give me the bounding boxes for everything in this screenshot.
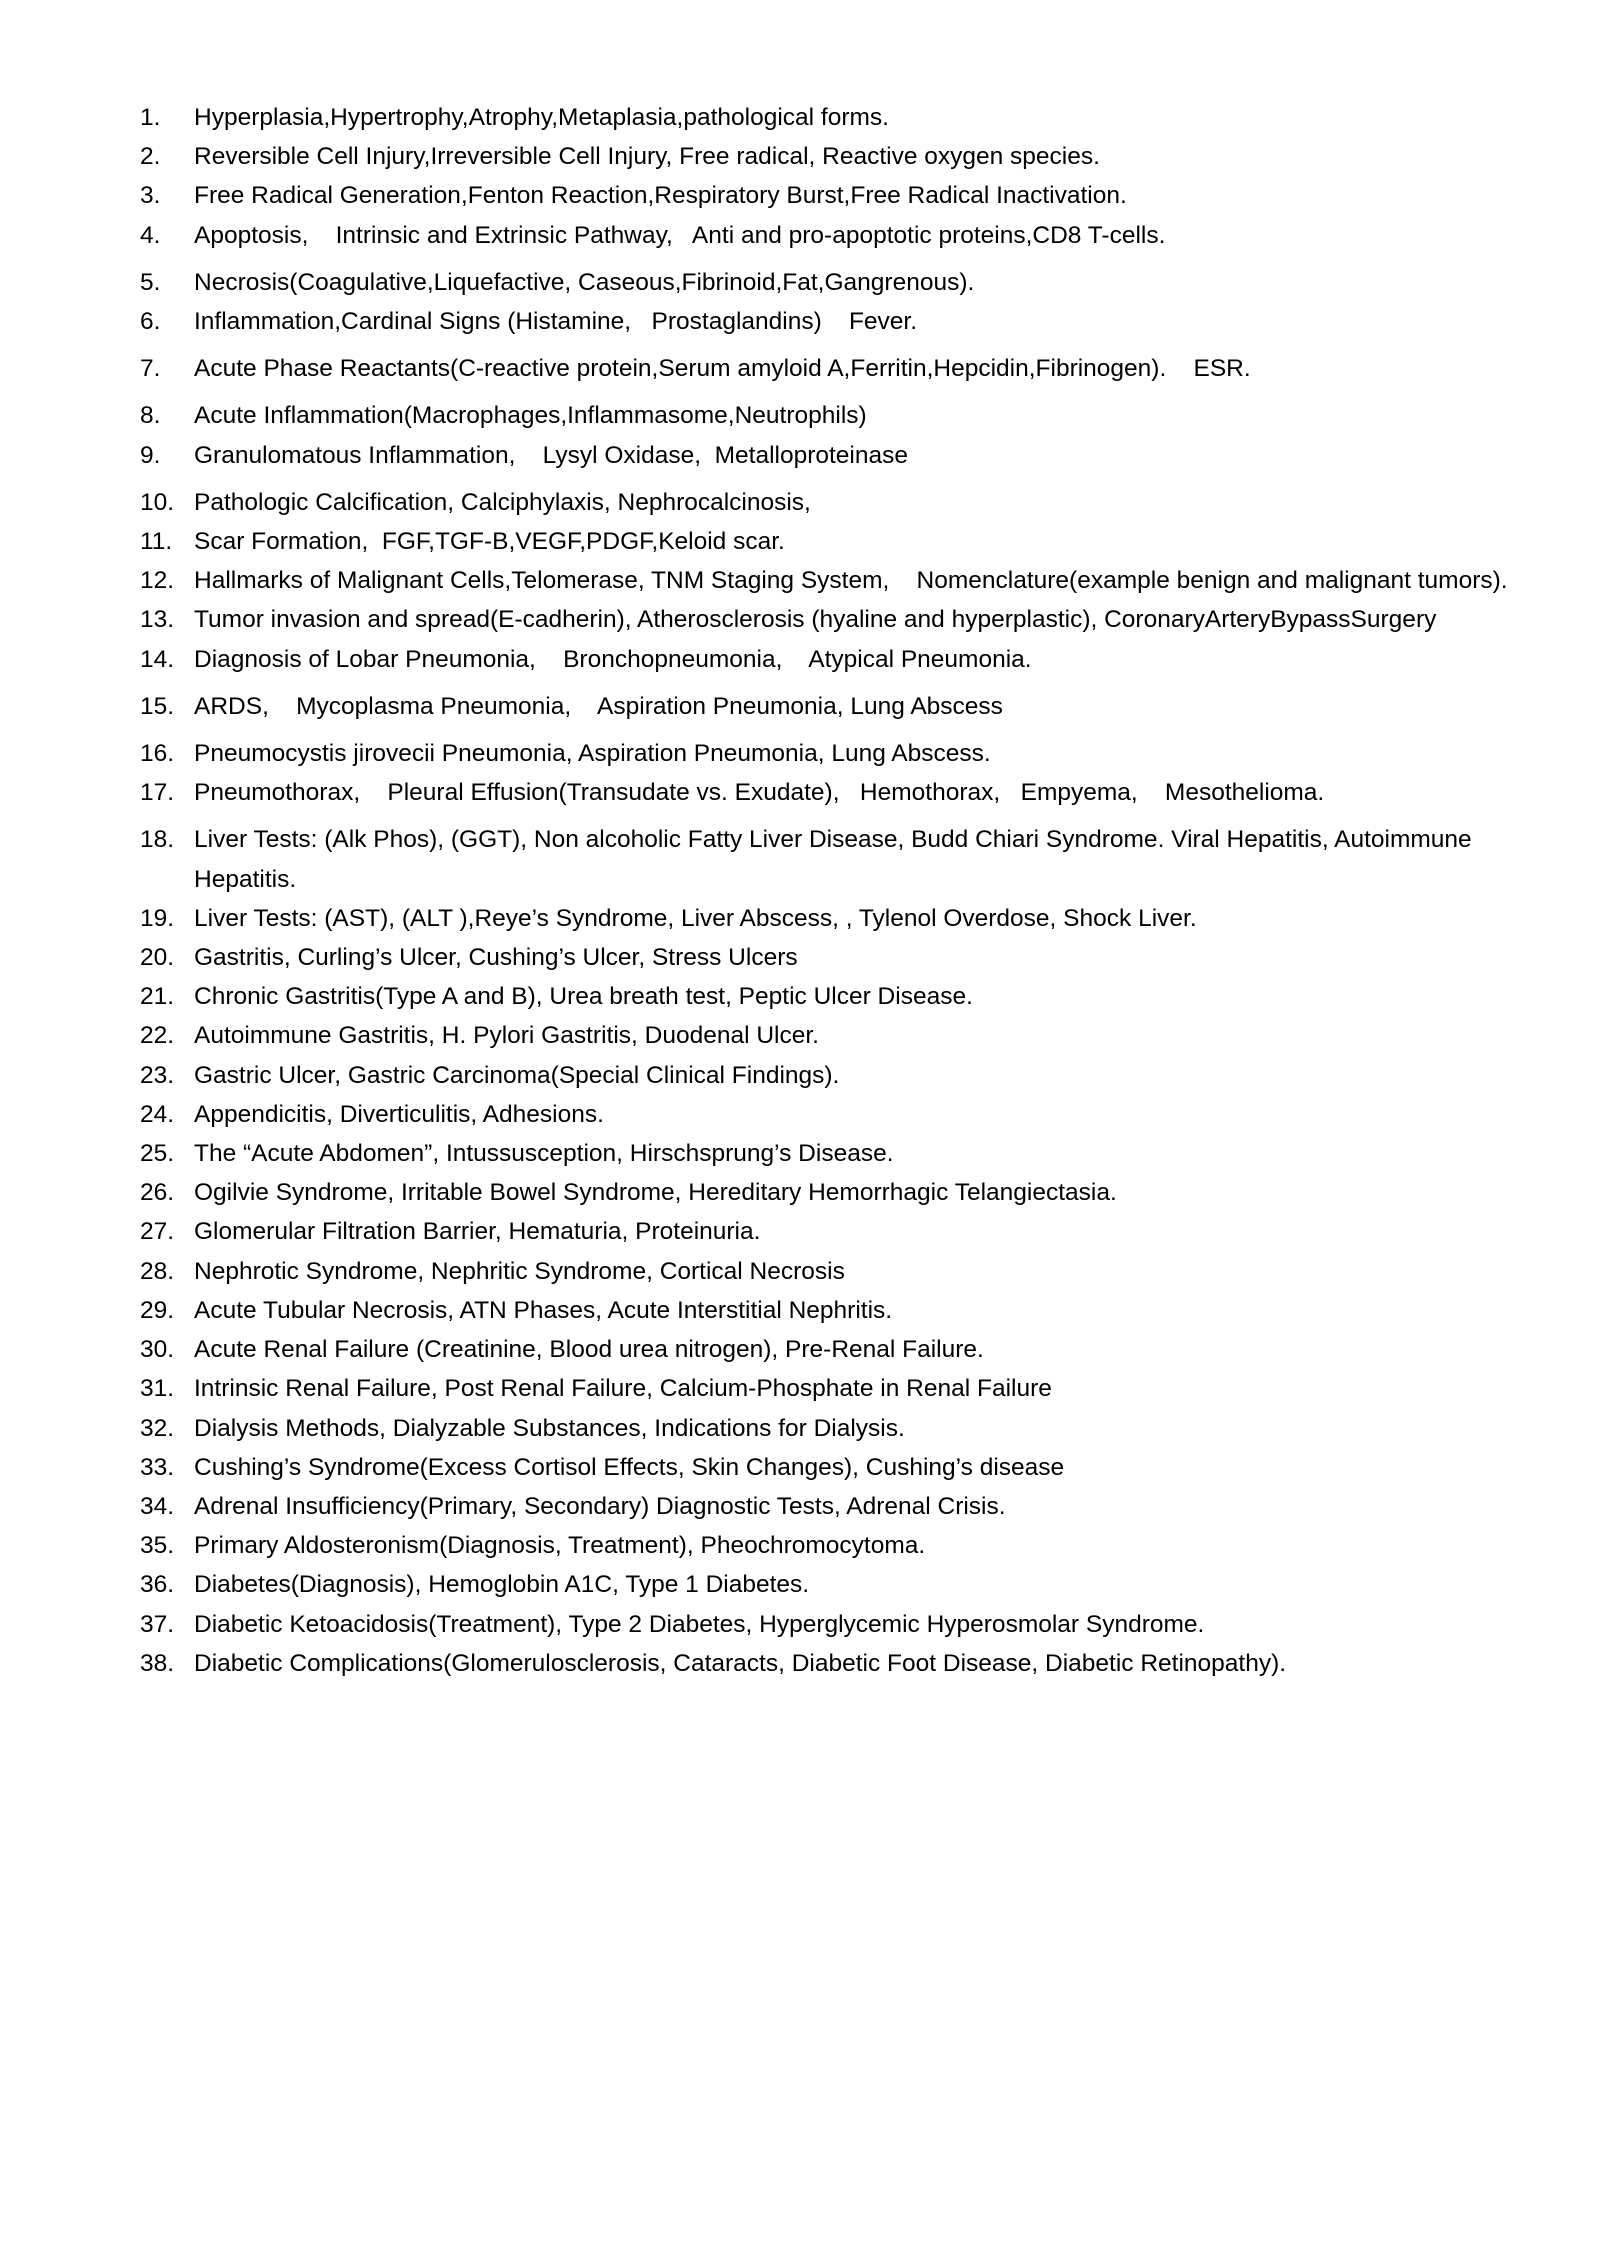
- list-item-number: 29.: [140, 1296, 175, 1324]
- list-item-text: Dialysis Methods, Dialyzable Substances, Indications for Dialysis.: [194, 1414, 905, 1442]
- list-item: [140, 1056, 1540, 1095]
- list-item-number: 24.: [140, 1100, 175, 1128]
- list-item-number: 38.: [140, 1649, 175, 1677]
- list-item-number: 12.: [140, 567, 175, 595]
- list-item-number: 30.: [140, 1336, 175, 1364]
- list-item: [140, 687, 1540, 726]
- list-item-text: Reversible Cell Injury,Irreversible Cell Injury, Free radical, Reactive oxygen species.: [194, 143, 1100, 171]
- list-item: [140, 1330, 1540, 1369]
- list-item-text: Hallmarks of Malignant Cells,Telomerase, TNM Staging System, Nomenclature(example benign and malignant tumors).: [194, 567, 1508, 595]
- list-item: [140, 734, 1540, 773]
- list-item-text: Diabetic Ketoacidosis(Treatment), Type 2 Diabetes, Hyperglycemic Hyperosmolar Syndrome.: [194, 1610, 1205, 1638]
- list-item-text: Acute Inflammation(Macrophages,Inflammasome,Neutrophils): [194, 402, 867, 430]
- list-item: [140, 899, 1540, 938]
- list-item-number: 19.: [140, 904, 175, 932]
- list-item-text: Diagnosis of Lobar Pneumonia, Bronchopneumonia, Atypical Pneumonia.: [194, 645, 1032, 673]
- list-item: [140, 1291, 1540, 1330]
- list-item: [140, 436, 1540, 475]
- list-item-text: Adrenal Insufficiency(Primary, Secondary) Diagnostic Tests, Adrenal Crisis.: [194, 1492, 1006, 1520]
- list-item-number: 33.: [140, 1453, 175, 1481]
- list-item: [140, 600, 1540, 639]
- list-item: [140, 1644, 1540, 1683]
- list-item: [140, 137, 1540, 176]
- list-item-text: Autoimmune Gastritis, H. Pylori Gastritis, Duodenal Ulcer.: [194, 1022, 819, 1050]
- list-item-text: Cushing’s Syndrome(Excess Cortisol Effects, Skin Changes), Cushing’s disease: [194, 1453, 1065, 1481]
- list-item: [140, 1409, 1540, 1448]
- list-item-text: Liver Tests: (Alk Phos), (GGT), Non alcoholic Fatty Liver Disease, Budd Chiari Syndrome. Viral Hepatitis, Autoimmune Hepatitis.: [194, 826, 1479, 893]
- list-item-text: Hyperplasia,Hypertrophy,Atrophy,Metaplasia,pathological forms.: [194, 104, 889, 131]
- list-item: [140, 1252, 1540, 1291]
- list-item: [140, 396, 1540, 435]
- list-item-text: Inflammation,Cardinal Signs (Histamine, Prostaglandins) Fever.: [194, 308, 918, 336]
- list-item: [140, 1173, 1540, 1212]
- list-item-number: 8.: [140, 402, 161, 430]
- list-item-number: 36.: [140, 1571, 175, 1599]
- list-item-number: 31.: [140, 1375, 175, 1403]
- list-item-text: Diabetes(Diagnosis), Hemoglobin A1C, Type 1 Diabetes.: [194, 1571, 810, 1599]
- list-item-number: 7.: [140, 355, 161, 383]
- list-item-number: 35.: [140, 1532, 175, 1560]
- list-item: [140, 640, 1540, 679]
- list-item-number: 15.: [140, 692, 175, 720]
- list-item-number: 17.: [140, 779, 175, 807]
- list-item-text: Free Radical Generation,Fenton Reaction,Respiratory Burst,Free Radical Inactivation.: [194, 182, 1127, 210]
- list-item-number: 22.: [140, 1022, 175, 1050]
- list-item-text: Glomerular Filtration Barrier, Hematuria, Proteinuria.: [194, 1218, 761, 1246]
- list-item-text: Intrinsic Renal Failure, Post Renal Failure, Calcium-Phosphate in Renal Failure: [194, 1375, 1052, 1403]
- list-item-text: Tumor invasion and spread(E-cadherin), Atherosclerosis (hyaline and hyperplastic), CoronaryArteryBypassSurgery: [194, 606, 1437, 634]
- list-item: [140, 1212, 1540, 1251]
- list-item: [140, 1369, 1540, 1408]
- list-item-number: 6.: [140, 308, 161, 336]
- list-item-number: 16.: [140, 740, 175, 768]
- list-item-text: Gastric Ulcer, Gastric Carcinoma(Special Clinical Findings).: [194, 1061, 840, 1089]
- list-item: [140, 349, 1540, 388]
- list-item: [140, 302, 1540, 341]
- list-item-text: The “Acute Abdomen”, Intussusception, Hirschsprung’s Disease.: [194, 1140, 894, 1168]
- list-item-number: 11.: [140, 528, 173, 556]
- list-item-number: 20.: [140, 944, 175, 972]
- list-item: [140, 1448, 1540, 1487]
- list-item: [140, 1487, 1540, 1526]
- list-item-text: ARDS, Mycoplasma Pneumonia, Aspiration Pneumonia, Lung Abscess: [194, 692, 1003, 720]
- list-item-text: Nephrotic Syndrome, Nephritic Syndrome, Cortical Necrosis: [194, 1257, 845, 1285]
- list-item-text: Primary Aldosteronism(Diagnosis, Treatment), Pheochromocytoma.: [194, 1532, 926, 1560]
- list-item-text: Diabetic Complications(Glomerulosclerosis, Cataracts, Diabetic Foot Disease, Diabetic Retinopathy).: [194, 1649, 1287, 1677]
- list-item: [140, 938, 1540, 977]
- list-item-text: Granulomatous Inflammation, Lysyl Oxidase, Metalloproteinase: [194, 441, 909, 469]
- list-item: [140, 773, 1540, 812]
- list-item-number: 1.: [140, 104, 161, 131]
- list-item-number: 10.: [140, 488, 175, 516]
- list-item: [140, 176, 1540, 215]
- list-item-number: 9.: [140, 441, 161, 469]
- list-item: [140, 1134, 1540, 1173]
- list-item-number: 28.: [140, 1257, 175, 1285]
- list-item-text: Pneumothorax, Pleural Effusion(Transudate vs. Exudate), Hemothorax, Empyema, Mesothelioma.: [194, 779, 1325, 807]
- list-item: [140, 1605, 1540, 1644]
- list-item-number: 32.: [140, 1414, 175, 1442]
- list-item: [140, 483, 1540, 522]
- list-item: [140, 977, 1540, 1016]
- list-item-text: Appendicitis, Diverticulitis, Adhesions.: [194, 1100, 604, 1128]
- list-item-text: Gastritis, Curling’s Ulcer, Cushing’s Ulcer, Stress Ulcers: [194, 944, 798, 972]
- list-item-number: 25.: [140, 1140, 175, 1168]
- list-item-number: 23.: [140, 1061, 175, 1089]
- list-item-text: Pneumocystis jirovecii Pneumonia, Aspiration Pneumonia, Lung Abscess.: [194, 740, 991, 768]
- list-item-number: 5.: [140, 268, 161, 296]
- list-item-text: Scar Formation, FGF,TGF-B,VEGF,PDGF,Keloid scar.: [194, 528, 785, 556]
- list-item-number: 3.: [140, 182, 161, 210]
- list-item: [140, 263, 1540, 302]
- list-item-number: 34.: [140, 1492, 175, 1520]
- list-item-number: 4.: [140, 221, 161, 249]
- list-item: [140, 1526, 1540, 1565]
- list-item-number: 2.: [140, 143, 161, 171]
- list-item-text: Liver Tests: (AST), (ALT ),Reye’s Syndrome, Liver Abscess, , Tylenol Overdose, Shock Liver.: [194, 904, 1197, 932]
- list-item: [140, 98, 1540, 137]
- list-item-number: 14.: [140, 645, 175, 673]
- list-item-number: 37.: [140, 1610, 175, 1638]
- list-item-text: Acute Renal Failure (Creatinine, Blood urea nitrogen), Pre-Renal Failure.: [194, 1336, 984, 1364]
- list-item-number: 26.: [140, 1179, 175, 1207]
- list-item-text: Pathologic Calcification, Calciphylaxis, Nephrocalcinosis,: [194, 488, 811, 516]
- list-item-number: 13.: [140, 606, 175, 634]
- list-item-text: Acute Tubular Necrosis, ATN Phases, Acute Interstitial Nephritis.: [194, 1296, 893, 1324]
- list-item: [140, 1095, 1540, 1134]
- list-item-number: 18.: [140, 826, 175, 854]
- list-item: [140, 522, 1540, 561]
- list-item: [140, 1565, 1540, 1604]
- list-item: [140, 561, 1540, 600]
- list-item-text: Ogilvie Syndrome, Irritable Bowel Syndrome, Hereditary Hemorrhagic Telangiectasia.: [194, 1179, 1117, 1207]
- list-item-text: Chronic Gastritis(Type A and B), Urea breath test, Peptic Ulcer Disease.: [194, 983, 973, 1011]
- list-item-number: 21.: [140, 983, 175, 1011]
- list-item: [140, 216, 1540, 255]
- list-item-text: Apoptosis, Intrinsic and Extrinsic Pathway, Anti and pro-apoptotic proteins,CD8 T-cells.: [194, 221, 1166, 249]
- list-item: [140, 1016, 1540, 1055]
- list-item: [140, 820, 1540, 898]
- list-item-text: Necrosis(Coagulative,Liquefactive, Caseous,Fibrinoid,Fat,Gangrenous).: [194, 268, 975, 296]
- list-item-text: Acute Phase Reactants(C-reactive protein,Serum amyloid A,Ferritin,Hepcidin,Fibrinogen). ESR.: [194, 355, 1251, 383]
- topic-list: [140, 98, 1540, 1683]
- list-item-number: 27.: [140, 1218, 175, 1246]
